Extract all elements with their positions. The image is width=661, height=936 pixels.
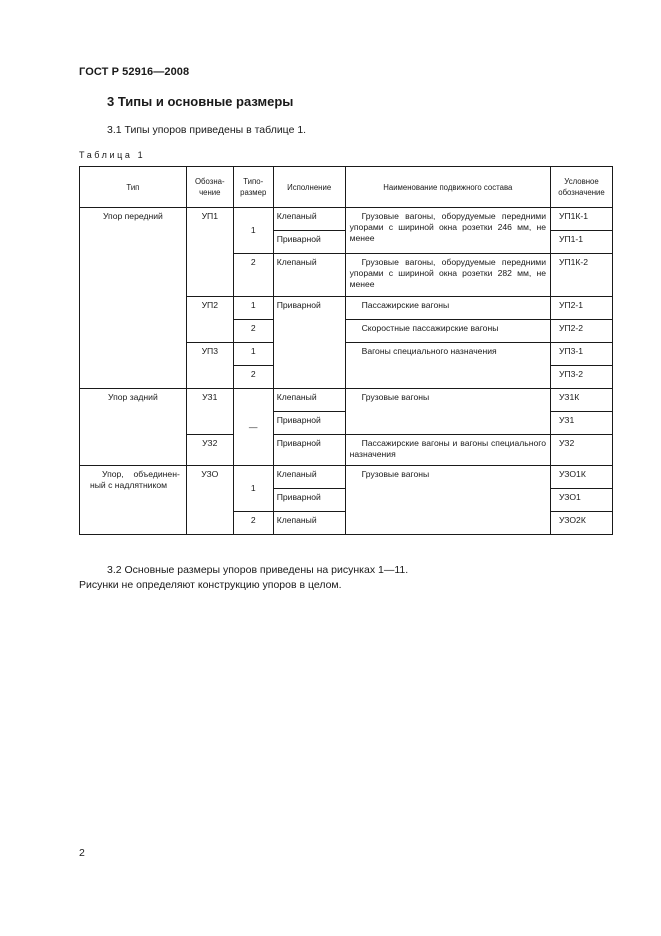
section-title: 3 Типы и основные размеры bbox=[107, 94, 294, 109]
execution-cell: Клепаный bbox=[273, 466, 345, 489]
execution-cell: Приварной bbox=[273, 297, 345, 389]
size-cell: 1 bbox=[233, 297, 273, 320]
table-row bbox=[80, 208, 613, 231]
code-cell: УЗ1 bbox=[551, 412, 613, 435]
code-cell: УЗ1К bbox=[551, 389, 613, 412]
header-designation: Обозна- чение bbox=[186, 167, 233, 208]
table-row bbox=[80, 389, 613, 412]
code-cell: УЗ2 bbox=[551, 435, 613, 466]
page-number: 2 bbox=[79, 847, 85, 859]
designation-up2: УП2 bbox=[186, 297, 233, 343]
paragraph-3-2 bbox=[79, 563, 409, 593]
header-rolling-stock: Наименование подвижного состава bbox=[345, 167, 550, 208]
type-rear: Упор задний bbox=[80, 389, 187, 466]
size-cell: 2 bbox=[233, 320, 273, 343]
rolling-stock-cell: Скоростные пассажирские вагоны bbox=[345, 320, 550, 343]
code-cell: УП3-1 bbox=[551, 343, 613, 366]
types-table bbox=[79, 166, 613, 535]
execution-cell: Клепаный bbox=[273, 254, 345, 297]
execution-cell: Приварной bbox=[273, 412, 345, 435]
size-cell: 1 bbox=[233, 466, 273, 512]
header-type: Тип bbox=[80, 167, 187, 208]
code-cell: УП3-2 bbox=[551, 366, 613, 389]
rolling-stock-cell: Грузовые вагоны, оборудуемые передними упорами с шириной окна розетки 282 мм, не менее bbox=[345, 254, 550, 297]
code-cell: УЗО2К bbox=[551, 512, 613, 535]
table-row bbox=[80, 466, 613, 489]
paragraph-3-2-line-1: 3.2 Основные размеры упоров приведены на рисунках 1—11. bbox=[107, 564, 409, 576]
designation-up3: УП3 bbox=[186, 343, 233, 389]
execution-cell: Приварной bbox=[273, 231, 345, 254]
rolling-stock-cell: Грузовые вагоны, оборудуемые передними упорами с шириной окна розетки 246 мм, не менее bbox=[345, 208, 550, 254]
rolling-stock-cell: Пассажирские вагоны и вагоны специального назначения bbox=[345, 435, 550, 466]
designation-uz2: УЗ2 bbox=[186, 435, 233, 466]
rolling-stock-cell: Вагоны специального назначения bbox=[345, 343, 550, 389]
paragraph-3-2-line-2: Рисунки не определяют конструкцию упоров в целом. bbox=[79, 579, 342, 591]
size-cell: 2 bbox=[233, 254, 273, 297]
code-cell: УП2-2 bbox=[551, 320, 613, 343]
table-header-row bbox=[80, 167, 613, 208]
paragraph-3-1: 3.1 Типы упоров приведены в таблице 1. bbox=[107, 124, 307, 136]
code-cell: УЗО1 bbox=[551, 489, 613, 512]
header-code: Условное обозначение bbox=[551, 167, 613, 208]
table-caption: Таблица 1 bbox=[79, 150, 146, 160]
code-cell: УП1К-2 bbox=[551, 254, 613, 297]
size-cell: — bbox=[233, 389, 273, 466]
size-cell: 2 bbox=[233, 366, 273, 389]
size-cell: 1 bbox=[233, 208, 273, 254]
code-cell: УП1-1 bbox=[551, 231, 613, 254]
header-execution: Исполнение bbox=[273, 167, 345, 208]
size-cell: 2 bbox=[233, 512, 273, 535]
rolling-stock-cell: Грузовые вагоны bbox=[345, 466, 550, 535]
code-cell: УП2-1 bbox=[551, 297, 613, 320]
designation-uz1: УЗ1 bbox=[186, 389, 233, 435]
code-cell: УП1К-1 bbox=[551, 208, 613, 231]
type-front: Упор передний bbox=[80, 208, 187, 389]
header-size: Типо- размер bbox=[233, 167, 273, 208]
code-cell: УЗО1К bbox=[551, 466, 613, 489]
rolling-stock-cell: Пассажирские вагоны bbox=[345, 297, 550, 320]
execution-cell: Клепаный bbox=[273, 208, 345, 231]
document-header: ГОСТ Р 52916—2008 bbox=[79, 66, 190, 78]
designation-up1: УП1 bbox=[186, 208, 233, 297]
execution-cell: Приварной bbox=[273, 489, 345, 512]
designation-uzo: УЗО bbox=[186, 466, 233, 535]
execution-cell: Приварной bbox=[273, 435, 345, 466]
execution-cell: Клепаный bbox=[273, 512, 345, 535]
size-cell: 1 bbox=[233, 343, 273, 366]
execution-cell: Клепаный bbox=[273, 389, 345, 412]
rolling-stock-cell: Грузовые вагоны bbox=[345, 389, 550, 435]
type-combined: Упор, объединен-ный с надлятником bbox=[80, 466, 187, 535]
